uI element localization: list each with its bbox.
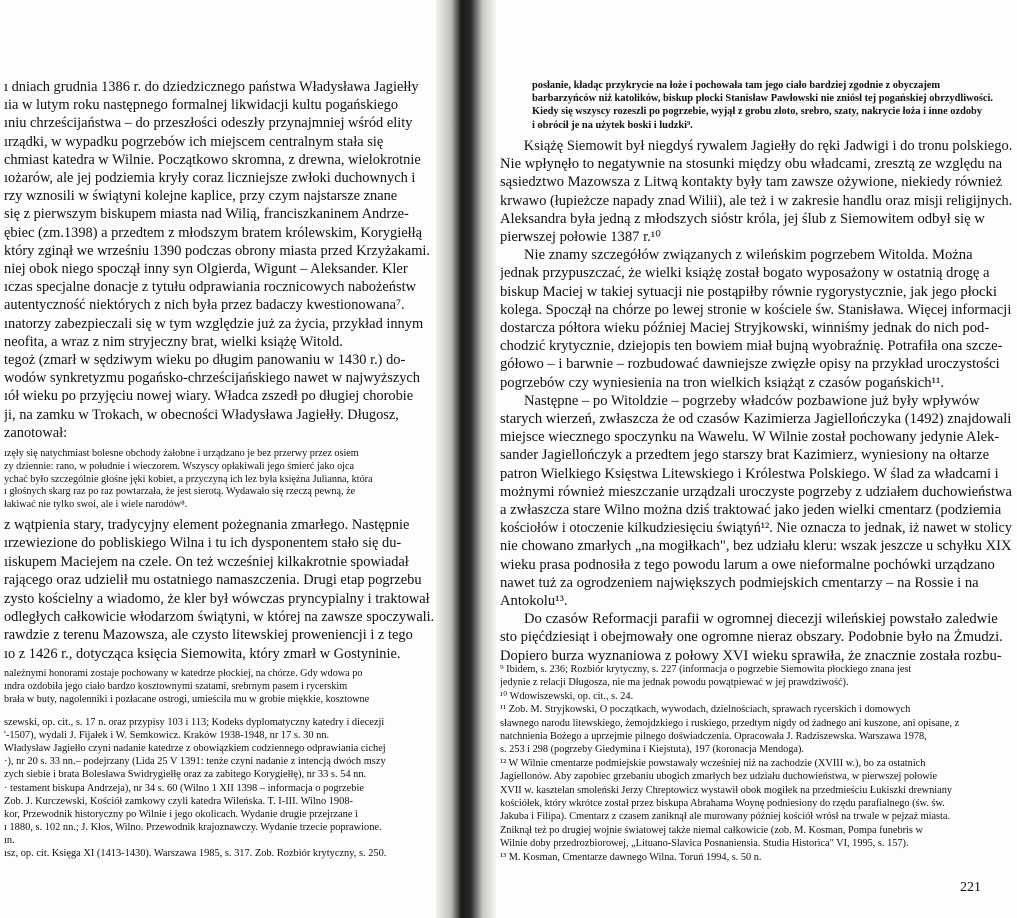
body-text-line: chmiast katedra w Wilnie. Początkowo skromna, z drewna, wielokrotnie [4, 152, 421, 168]
body-text-line: sander Jagiellończyk a przedtem jego starszy brat Kazimierz, wyniesiony na ołtarze [500, 447, 990, 464]
quote-line: i obrócił je na użytek boski i ludzki⁹. [532, 119, 693, 131]
reference-line: ı 1880, s. 102 nn.; J. Kłos, Wilno. Przewodnik krajoznawczy. Wydanie trzecie poprawione. [4, 821, 382, 833]
footnote-line: ¹¹ Zob. M. Stryjkowski, O początkach, wywodach, dzielnościach, sprawach rycerskich i domowych [500, 704, 911, 716]
body-text-line: wodów synkretyzmu pogańsko-chrześcijańskiego nawet w najwyższych [4, 371, 421, 387]
body-text-line: rającego oraz udzielił mu ostatniego namaszczenia. Drugi etap pogrzebu [4, 573, 422, 589]
footnote-line: Jakuba i Filipa). Cmentarz z czasem zaniknął ale murowany później kościół wrósł na trwale w pejzaż miasta. [500, 811, 951, 823]
body-text-line: ıniu chrześcijaństwa – do przeszłości odeszły przynajmniej wśród elity [4, 116, 413, 132]
body-text-line: Nie znamy szczegółów związanych z wileńskim pogrzebem Witolda. Można [524, 247, 973, 264]
reference-line: kor, Przewodnik historyczny po Wilnie i jego okolicach. Wydanie drugie przejrzane i [4, 808, 358, 820]
body-text-line: neofita, a wraz z nim stryjeczny brat, wielki książę Witold. [4, 334, 343, 350]
reference-line: ·), nr 20 s. 33 nn.– podejrzany (Lida 25 V 1391: tenże czyni nadanie z intencją dwóch mszy [4, 756, 386, 768]
body-text-line: sąsiedztwo Mazowsza z Litwą kontakty były tam zawsze ożywione, niekiedy również [500, 174, 1003, 191]
body-text-line: nie chowano zmarłych „na mogiłkach", bez udziału kleru: wszak jeszcze u schyłku XIX [500, 538, 1012, 555]
reference-line: ısz, op. cit. Księga XI (1413-1430). Warszawa 1985, s. 317. Zob. Rozbiór krytyczny, s. 250. [4, 848, 387, 859]
body-text-line: krwawo (łupieżcze napady znad Wilii), ale też i w zakresie handlu oraz misji religijnych. [500, 192, 1013, 209]
body-text-line: możnymi również mieszczanie urządzali uroczyste pogrzeby z udziałem duchowieństwa [500, 483, 1012, 500]
body-text-line: Nie wpłynęło to negatywnie na stosunki między obu władcami, zresztą ze względu na [500, 156, 1003, 173]
footnote-line: ¹⁰ Wdowiszewski, op. cit., s. 24. [500, 690, 634, 702]
body-text-line: wieku prasa podnosiła z tego powodu larum a owe nieformalne pochówki urządzano [500, 556, 995, 573]
body-text-line: kościołów i otoczenie kilkudziesięciu świątyń¹². Nie oznacza to jednak, iż nawet w stolicy [500, 520, 1012, 537]
body-text-line: a zwłaszcza stare Wilno można dziś traktować jako jeden wielki cmentarz (podziemia [500, 502, 1002, 518]
footnote-line: Wilnie doby przedrozbiorowej, „Lituano-Slavica Posnaniensia. Studia Historica" VI, 1995, s. 157). [500, 838, 909, 850]
body-text-line: kolega. Spoczął na chórze po lewej stronie w kościele św. Stanisława. Więcej informacji [500, 301, 1012, 318]
body-text-line: który zginął we wrześniu 1390 podczas obrony miasta przed Krzyżakami. [4, 243, 430, 259]
body-text-line: gółowo – i barwnie – rozbudować dawniejsze zwięzłe opisy na przykład uroczystości [500, 356, 1000, 373]
body-text-line: Do czasów Reformacji parafii w ogromnej diecezji wileńskiej powstało zaledwie [524, 611, 998, 628]
footnote-line: ⁹ Ibidem, s. 236; Rozbiór krytyczny, s. 227 (informacja o pogrzebie Siemowita płockiego znana jest [500, 664, 912, 675]
body-text-line: ıo z 1426 r., dotycząca księcia Siemowita, który zmarł w Gostyninie. [4, 646, 401, 662]
footnote-line: s. 253 i 298 (pogrzeby Giedymina i Kiejstuta), 197 (koronacja Mendoga). [500, 744, 804, 756]
body-text-line: ji, na zamku w Trokach, w obecności Władysława Jagiełły. Długosz, [4, 407, 399, 423]
left-page [0, 0, 440, 918]
body-text-line: dostarcza półtora wieku później Maciej Stryjkowski, winniśmy jednak do nich pod- [500, 320, 990, 336]
footnote-line: sławnego narodu litewskiego, żemojdzkiego i ruskiego, przedtym nigdy od żadnego ani kuszone, ani opisane, z [500, 717, 960, 729]
body-text-line: ębiec (zm.1398) a przedtem z młodszym bratem królewskim, Korygiełłą [4, 225, 422, 241]
right-page [492, 0, 1017, 918]
body-text-line: pogrzebów czy wyniesienia na tron wielkich książąt z czasów pogańskich¹¹. [500, 374, 944, 391]
quote-line: zy dziennie: rano, w południe i wieczorem. Wszyscy opłakiwali jego śmierć jako ojca [4, 460, 355, 472]
body-text-line: miejsce wiecznego spoczynku na Wawelu. W Wilnie został pochowany jedynie Alek- [500, 429, 1000, 446]
reference-line: szewski, op. cit., s. 17 n. oraz przypisy 103 i 113; Kodeks dyplomatyczny katedry i diecezji [4, 717, 385, 728]
quote-line: barbarzyńców niż katolików, biskup płocki Stanisław Pawłowski nie zniósł tej pogańskiej obrzydliwości. [532, 93, 994, 105]
body-text-line: ıia w lutym roku następnego formalnej likwidacji kultu pogańskiego [4, 98, 399, 114]
body-text-line: nawet tuż za ogrodzeniem największych podmiejskich cmentarzy – na Rossie i na [500, 574, 979, 591]
quote-line: ı głośnych skarg raz po raz powtarzała, że jest sierotą. Wydawało się rzeczą pewną, że [4, 486, 356, 498]
quote-line: brała w buty, nagolenniki i pozłacane ostrogi, umieściła mu w grobie miękkie, kosztowne [4, 694, 370, 705]
body-text-line: Dopiero burza wyznaniowa z połowy XVI wieku sprawiła, że znacznie została rozbu- [500, 647, 1002, 664]
body-text-line: biskup Maciej w takiej sytuacji nie postąpiłby równie rygorystycznie, jak jego płocki [500, 283, 997, 300]
body-text-line: starych wierzeń, zwłaszcza że od czasów Kazimierza Jagiellończyka (1492) znajdowali [500, 411, 1012, 427]
body-text-line: sto pięćdziesiąt i obejmowały one ogromne nieraz obszary. Podobnie było na Żmudzi. [500, 629, 1003, 646]
body-text-line: ırządki, w wypadku pogrzebów ich miejscem centralnym stała się [4, 134, 384, 150]
footnote-line: Jagiellonów. Aby zapobiec grzebaniu ubogich zmarłych bez udziału duchowieństwa, w pierwszej połowie [500, 771, 938, 783]
quote-line: łakiwać nie tylko swoi, ale i wiele narodów⁸. [4, 499, 188, 511]
body-text-line: ıożarów, ale jej podziemia kryły coraz liczniejsze zwłoki duchownych i [4, 171, 416, 186]
reference-line: · testament biskupa Andrzeja), nr 34 s. 60 (Wilno 1 XII 1398 – informacja o pogrzebie [4, 782, 364, 794]
body-text-line: rawdzie z terenu Mazowsza, ale czysto litewskiej proweniencji i z tego [4, 628, 413, 644]
reference-line: Zob. J. Kurczewski, Kościół zamkowy czyli katedra Wileńska. T. I-III. Wilno 1908- [4, 795, 353, 807]
footnote-line: ¹² W Wilnie cmentarze podmiejskie powstawały wcześniej niż na zachodzie (XVIII w.), bo za ostatnich [500, 757, 926, 769]
body-text-line: autentyczność niektórych z nich była przez badaczy kwestionowana⁷. [4, 298, 405, 314]
body-text-line: chodzić krytycznie, dziejopis ten bowiem miał bujną wyobraźnię. Potrafiła ona szcze- [500, 338, 1003, 355]
footnote-line: ¹³ M. Kosman, Cmentarze dawnego Wilna. Toruń 1994, s. 50 n. [500, 851, 762, 863]
reference-line: Władysław Jagiełło czyni nadanie katedrze z obowiązkiem codziennego odprawiania cichej [4, 743, 386, 755]
footnote-line: natchnienia Bożego a uprzejmie pilnego doświadczenia. Opracowała J. Radziszewska. Warszawa 1978, [500, 731, 927, 742]
quote-line: naleźnymi honorami zostaje pochowany w katedrze płockiej, na chórze. Gdy wdowa po [4, 668, 363, 679]
body-text-line: ıiskupem Maciejem na czele. On też wcześniej kilkakrotnie spowiadał [4, 554, 409, 570]
footnote-line: jedynie z relacji Długosza, nie ma jednak powodu powątpiewać w jej prawdziwość). [500, 677, 849, 689]
quote-line: ychać było szczególnie głośne jęki kobiet, a przyczyną ich lez była księżna Julianna, która [4, 473, 373, 485]
body-text-line: niej obok niego spoczął inny syn Olgierda, Wigunt – Aleksander. Kler [4, 262, 408, 277]
quote-line: Kiedy się wszyscy rozeszli po pogrzebie, wyjął z grobu złoto, srebro, szaty, nakrycie łoża i inne ozdoby [532, 106, 983, 118]
body-text-line: Następne – po Witoldzie – pogrzeby władców pozbawione już były wpływów [524, 392, 980, 409]
body-text-line: tegoż (zmarł w sędziwym wieku po długim panowaniu w 1430 r.) do- [4, 353, 406, 368]
body-text-line: ırzewiezione do pobliskiego Wilna i tu ich dysponentem stało się du- [4, 536, 402, 552]
quote-line: posłanie, kładąc przykrycie na łoże i pochowała tam jego ciało bardziej zgodnie z obyczajem [532, 80, 941, 91]
footnote-line: kościółek, który wkrótce został przez biskupa Abrahama Woynę podniesiony do rzędu parafialnego (św. św. [500, 798, 945, 809]
body-text-line: z wątpienia stary, tradycyjny element pożegnania zmarłego. Następnie [4, 518, 410, 533]
body-text-line: odległych całkowicie włodarzom świątyni, w której na zawsze spoczywali. [4, 609, 435, 625]
page-number: 221 [960, 880, 981, 895]
body-text-line: zanotował: [4, 425, 68, 441]
body-text-line: Antokolu¹³. [500, 593, 568, 609]
footnote-line: Zniknął też po drugiej wojnie światowej także niemal całkowicie (zob. M. Kosman, Pompa funebris w [500, 824, 923, 836]
body-text-line: ınatorzy zabezpieczali się w tym względzie już za życia, przykład innym [4, 316, 424, 332]
reference-line: ın. [4, 834, 15, 846]
body-text-line: Książę Siemowit był niegdyś rywalem Jagiełły do ręki Jadwigi i do tronu polskiego. [523, 138, 1013, 154]
body-text-line: patron Wielkiego Księstwa Litewskiego i Królestwa Polskiego. W ślad za władcami i [500, 465, 999, 482]
body-text-line: rzy wznosili w świątyni kolejne kaplice, przy czym najstarsze znane [4, 189, 398, 205]
body-text-line: pierwszej połowie 1387 r.¹⁰ [500, 229, 661, 245]
body-text-line: się z pierwszym biskupem miasta nad Wilią, franciszkaninem Andrze- [4, 207, 409, 223]
quote-line: ızęły się natychmiast bolesne obchody żałobne i urządzano je bez przerwy przez osiem [4, 448, 359, 459]
body-text-line: Aleksandra była jedną z młodszych sióstr króla, jej ślub z Siemowitem odbył się w [500, 210, 985, 227]
book-gutter-shadow [436, 0, 496, 918]
body-text-line: ıół wieku po przyjęciu nowej wiary. Władca zszedł po długiej chorobie [4, 389, 414, 405]
body-text-line: ı dniach grudnia 1386 r. do dziedzicznego państwa Władysława Jagiełły [4, 80, 419, 95]
quote-line: ındra ozdobiła jego ciało bardzo kosztownymi szatami, srebrnym pasem i rycerskim [4, 681, 348, 692]
body-text-line: ıczas specjalne donacje z tytułu odprawiania rocznicowych nabożeństw [4, 280, 416, 296]
body-text-line: zysto kościelny a wiadomo, że kler był wówczas pryncypialny i traktował [4, 591, 430, 607]
reference-line: zych siebie i brata Bolesława Świdrygiełłę oraz za zabitego Korygiełłę), nr 33 s. 54 nn. [4, 769, 367, 781]
reference-line: '-1507), wydali J. Fijałek i W. Semkowicz. Kraków 1938-1948, nr 17 s. 30 nn. [4, 730, 330, 742]
body-text-line: jednak przypuszczać, że wielki książę został bogato wyposażony w ostatnią drogę a [500, 265, 990, 282]
footnote-line: XVII w. kasztelan smoleński Jerzy Chreptowicz wystawił obok mogiłek na przedmieściu Łukiszki drewniany [500, 784, 952, 796]
